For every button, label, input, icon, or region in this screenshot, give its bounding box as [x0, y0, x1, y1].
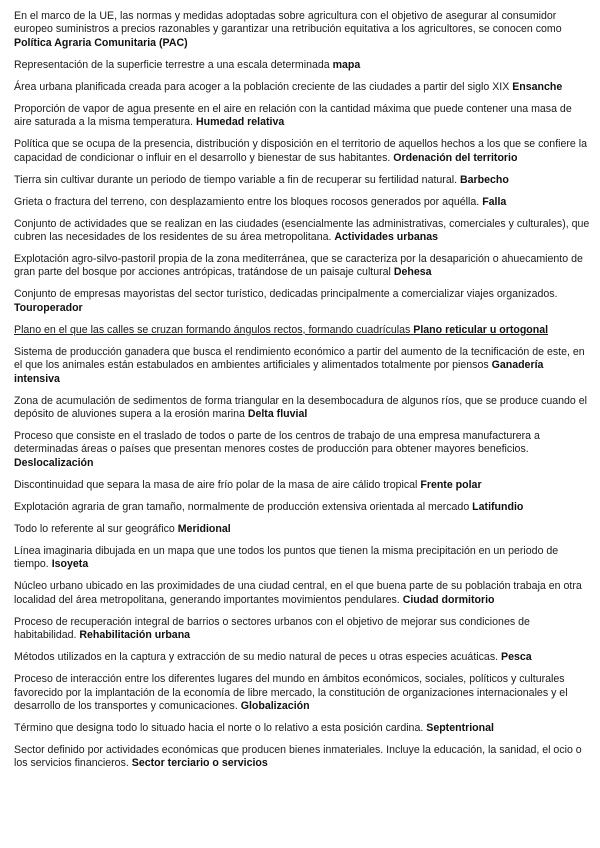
entry-term: Ciudad dormitorio: [402, 593, 495, 606]
glossary-entry: [14, 81, 590, 94]
entry-definition: Política que se ocupa de la presencia, distribución y disposición en el territorio de aquellos hechos a los que se confiere la capacidad de condicionar o influir en el desarrollo y bienestar de sus habitantes.: [14, 138, 587, 164]
entry-term: Globalización: [240, 699, 310, 712]
entry-term: Falla: [482, 195, 507, 208]
entry-term: Plano reticular u ortogonal: [413, 323, 549, 336]
entry-definition: Proceso de recuperación integral de barrios o sectores urbanos con el objetivo de mejorar sus condiciones de habitabilidad.: [14, 615, 530, 642]
entry-definition: Sistema de producción ganadera que busca el rendimiento económico a partir del aumento de la tecnificación de este, en el que los animales están estabulados en ambientes artificiales y alimentados totalmente por piensos: [14, 345, 585, 372]
entry-term: Barbecho: [459, 173, 509, 186]
entry-definition: Plano en el que las calles se cruzan formando ángulos rectos, formando cuadrículas: [14, 323, 411, 336]
entry-term: Deslocalización: [14, 456, 94, 469]
entry-term: mapa: [332, 58, 361, 71]
entry-term: Delta fluvial: [247, 408, 308, 421]
entry-term: Frente polar: [420, 478, 482, 491]
glossary-entry: [14, 722, 590, 735]
entry-definition: Conjunto de empresas mayoristas del sector turístico, dedicadas principalmente a comercializar viajes organizados.: [14, 288, 558, 301]
entry-definition: Proporción de vapor de agua presente en el aire en relación con la cantidad máxima que puede contener una masa de aire saturada a la misma temperatura.: [14, 102, 572, 129]
entry-definition: Zona de acumulación de sedimentos de forma triangular en la desembocadura de algunos ríos, que se produce cuando el depósito de aluviones supera a la erosión marina: [14, 394, 588, 421]
entry-term: Ganadería intensiva: [14, 359, 544, 385]
entry-definition: Explotación agraria de gran tamaño, normalmente de producción extensiva orientada al mercado: [14, 500, 470, 513]
glossary-entry: [14, 324, 590, 337]
entry-definition: Término que designa todo lo situado hacia el norte o lo relativo a esta posición cardina.: [14, 721, 424, 734]
entry-term: Pesca: [501, 651, 532, 664]
entry-term: Ensanche: [512, 80, 563, 93]
glossary-entry: [14, 545, 590, 572]
glossary-entry: [14, 288, 590, 315]
glossary-entry: [14, 430, 590, 470]
entry-definition: Todo lo referente al sur geográfico: [14, 522, 175, 535]
glossary-entry: [14, 673, 590, 713]
glossary-entry: [14, 523, 590, 536]
entry-term: Rehabilitación urbana: [79, 629, 191, 642]
glossary-page: [14, 10, 590, 779]
entry-term: Humedad relativa: [195, 116, 285, 129]
glossary-entry: [14, 346, 590, 386]
entry-definition: Tierra sin cultivar durante un periodo de tiempo variable a fin de recuperar su fertilidad natural.: [14, 173, 458, 186]
entry-definition: Núcleo urbano ubicado en las proximidades de una ciudad central, en el que buena parte de su población trabaja en otra localidad del área metropolitana, generando importantes movimientos pendulares.: [14, 580, 582, 606]
entry-definition: Proceso que consiste en el traslado de todos o parte de los centros de trabajo de una empresa manufacturera a determinadas áreas o países que presentan menores costes de producción para obtener mayores beneficios.: [14, 430, 540, 456]
glossary-entry: [14, 580, 590, 607]
glossary-entry: [14, 218, 590, 245]
entry-term: Septentrional: [426, 721, 494, 734]
entry-term: Touroperador: [14, 301, 83, 314]
entry-definition: Área urbana planificada creada para acoger a la población creciente de las ciudades a partir del siglo XIX: [14, 80, 510, 93]
glossary-entry: [14, 196, 590, 209]
glossary-entry: [14, 138, 590, 165]
glossary-entry: [14, 10, 590, 50]
glossary-entry: [14, 253, 590, 280]
entry-definition: Discontinuidad que separa la masa de aire frío polar de la masa de aire cálido tropical: [14, 478, 418, 491]
glossary-entry: [14, 616, 590, 643]
entry-term: Meridional: [177, 522, 231, 535]
glossary-entry: [14, 103, 590, 130]
glossary-entry: [14, 59, 590, 72]
entry-term: Actividades urbanas: [334, 231, 438, 244]
entry-term: Política Agraria Comunitaria (PAC): [14, 36, 188, 49]
entry-term: Ordenación del territorio: [393, 151, 518, 164]
entry-definition: Proceso de interacción entre los diferentes lugares del mundo en ámbitos económicos, sociales, políticos y culturales favorecido por la implantación de la economía de libre mercado, la constitución de organizaciones internacionales y el desarrollo de los transportes y comunicaciones.: [14, 673, 568, 712]
glossary-entry: [14, 174, 590, 187]
glossary-entry: [14, 651, 590, 664]
glossary-entry: [14, 501, 590, 514]
entry-definition: Explotación agro-silvo-pastoril propia de la zona mediterránea, que se caracteriza por la desaparición o ahuecamiento de gran parte del bosque por acciones antrópicas, tratándose de un paisaje cultural: [14, 253, 583, 279]
entry-definition: Conjunto de actividades que se realizan en las ciudades (esencialmente las administrativas, comerciales y culturales), que cubren las necesidades de los residentes de su área metropolitana.: [14, 217, 590, 244]
entry-term: Dehesa: [393, 266, 432, 279]
entry-definition: Representación de la superficie terrestre a una escala determinada: [14, 58, 330, 71]
entry-term: Latifundio: [472, 500, 524, 513]
entry-definition: Grieta o fractura del terreno, con desplazamiento entre los bloques rocosos generados por aquélla.: [14, 195, 480, 208]
glossary-entry: [14, 744, 590, 771]
entry-term: Sector terciario o servicios: [131, 757, 268, 770]
entry-definition: Línea imaginaria dibujada en un mapa que une todos los puntos que tienen la misma precipitación en un periodo de tiempo.: [14, 544, 559, 571]
glossary-entry: [14, 395, 590, 422]
entry-definition: Sector definido por actividades económicas que producen bienes inmateriales. Incluye la educación, la sanidad, el ocio o los servicios financieros.: [14, 743, 582, 770]
entry-term: Isoyeta: [51, 558, 89, 571]
glossary-entry: [14, 479, 590, 492]
entry-definition: En el marco de la UE, las normas y medidas adoptadas sobre agricultura con el objetivo de asegurar al consumidor europeo suministros a precios razonables y garantizar una retribución equitativa a los agricultores, se conocen como: [14, 10, 562, 36]
entry-definition: Métodos utilizados en la captura y extracción de su medio natural de peces u otras especies acuáticas.: [14, 651, 499, 664]
